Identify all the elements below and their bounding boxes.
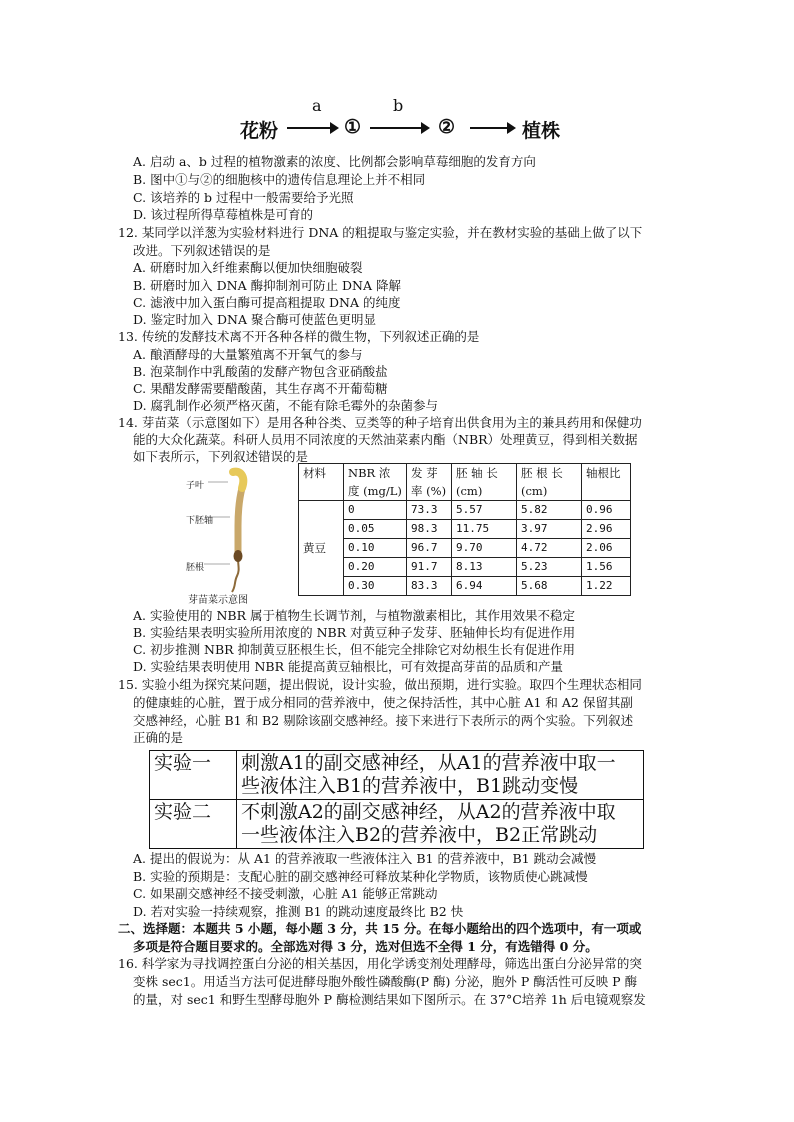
- q13-option-a: A. 酿酒酵母的大量繁殖离不开氧气的参与: [133, 347, 363, 362]
- pollen-flow-diagram: [240, 96, 600, 146]
- flow-node-plant: 植株: [522, 120, 561, 142]
- experiment-desc-line: 些液体注入B1的营养液中，B1跳动变慢: [241, 775, 579, 797]
- experiment-key: 实验一: [150, 751, 237, 800]
- flow-arrow-a: [287, 127, 337, 129]
- table-cell: 5.23: [517, 558, 582, 577]
- table-cell: 0.05: [344, 520, 407, 539]
- table-cell: 0.96: [582, 501, 631, 520]
- q15-stem-line-4: 正确的是: [133, 730, 184, 745]
- q14-stem-line-2: 能的大众化蔬菜。科研人员用不同浓度的天然油菜素内酯（NBR）处理黄豆，得到相关数据: [133, 432, 638, 447]
- q12-option-a: A. 研磨时加入纤维素酶以便加快细胞破裂: [133, 260, 363, 275]
- label-radicle: 胚根: [186, 563, 205, 573]
- q12-option-c: C. 滤液中加入蛋白酶可提高粗提取 DNA 的纯度: [133, 295, 401, 310]
- section2-heading-line-2: 多项是符合题目要求的。全部选对得 3 分，选对但选不全得 1 分，有选错得 0 分。: [133, 939, 598, 954]
- q14-stem-line-3: 如下表所示，下列叙述错误的是: [133, 449, 309, 464]
- experiment-table: [149, 750, 644, 849]
- table-cell: 5.82: [517, 501, 582, 520]
- experiment-desc-line: 不刺激A2的副交感神经，从A2的营养液中取: [241, 801, 616, 823]
- q12-stem-line-1: 12. 某同学以洋葱为实验材料进行 DNA 的粗提取与鉴定实验，并在教材实验的基础上做了以下: [118, 225, 643, 240]
- header-nbr: NBR 浓 度 (mg/L): [344, 464, 407, 501]
- flow-arrow-c: [470, 127, 514, 129]
- flow-node-2: ②: [438, 116, 456, 138]
- table-row: [299, 501, 631, 520]
- table-row: [299, 558, 631, 577]
- q11-option-b: B. 图中①与②的细胞核中的遗传信息理论上并不相同: [133, 172, 426, 187]
- table-cell: 3.97: [517, 520, 582, 539]
- table-cell: 91.7: [407, 558, 452, 577]
- q12-option-b: B. 研磨时加入 DNA 酶抑制剂可防止 DNA 降解: [133, 278, 401, 293]
- table-row: [299, 539, 631, 558]
- q14-stem-line-1: 14. 芽苗菜（示意图如下）是用各种谷类、豆类等的种子培育出供食用为主的兼具药用和保健功: [118, 415, 642, 430]
- table-cell: 0.20: [344, 558, 407, 577]
- table-header-row: [299, 464, 631, 501]
- q11-option-a: A. 启动 a、b 过程的植物激素的浓度、比例都会影响草莓细胞的发育方向: [133, 154, 536, 169]
- flow-node-pollen: 花粉: [240, 120, 279, 142]
- table-cell: 98.3: [407, 520, 452, 539]
- label-cotyledon: 子叶: [186, 481, 205, 491]
- table-cell: 1.22: [582, 577, 631, 596]
- table-cell: 6.94: [452, 577, 517, 596]
- q15-option-c: C. 如果副交感神经不接受刺激，心脏 A1 能够正常跳动: [133, 886, 438, 901]
- q11-option-d: D. 该过程所得草莓植株是可育的: [133, 207, 314, 222]
- flow-node-1: ①: [344, 116, 362, 138]
- experiment-desc: [237, 751, 644, 800]
- experiment-key: 实验二: [150, 800, 237, 849]
- table-cell: 11.75: [452, 520, 517, 539]
- table-cell: 9.70: [452, 539, 517, 558]
- table-cell: 8.13: [452, 558, 517, 577]
- q14-option-c: C. 初步推测 NBR 抑制黄豆胚根生长，但不能完全排除它对幼根生长有促进作用: [133, 642, 576, 657]
- q12-option-d: D. 鉴定时加入 DNA 聚合酶可使蓝色更明显: [133, 312, 376, 327]
- q13-stem: 13. 传统的发酵技术离不开各种各样的微生物，下列叙述正确的是: [118, 329, 480, 344]
- q15-stem-line-3: 交感神经，心脏 B1 和 B2 剔除该副交感神经。接下来进行下表所示的两个实验。下列叙述: [133, 713, 634, 728]
- q11-option-c: C. 该培养的 b 过程中一般需要给予光照: [133, 190, 354, 205]
- q15-option-b: B. 实验的预期是：支配心脏的副交感神经可释放某种化学物质，该物质使心跳减慢: [133, 869, 588, 884]
- experiment-row: [150, 751, 644, 800]
- q15-option-a: A. 提出的假说为：从 A1 的营养液取一些液体注入 B1 的营养液中，B1 跳动会减慢: [133, 851, 597, 866]
- table-cell: 2.96: [582, 520, 631, 539]
- header-germination: 发 芽率 (%): [407, 464, 452, 501]
- table-cell: 0: [344, 501, 407, 520]
- experiment-desc-line: 一些液体注入B2的营养液中，B2正常跳动: [241, 824, 598, 846]
- q16-stem-line-2: 变株 sec1。用适当方法可促进酵母胞外酸性磷酸酶(P 酶) 分泌，胞外 P 酶活性可反映 P 酶: [133, 974, 638, 989]
- experiment-row: [150, 800, 644, 849]
- flow-arrow-b: [370, 127, 428, 129]
- experiment-desc-line: 刺激A1的副交感神经，从A1的营养液中取一: [241, 752, 616, 774]
- q14-option-b: B. 实验结果表明实验所用浓度的 NBR 对黄豆种子发芽、胚轴伸长均有促进作用: [133, 625, 576, 640]
- q14-option-a: A. 实验使用的 NBR 属于植物生长调节剂，与植物激素相比，其作用效果不稳定: [133, 608, 575, 623]
- table-cell: 5.68: [517, 577, 582, 596]
- table-cell: 4.72: [517, 539, 582, 558]
- flow-label-b: b: [393, 96, 404, 115]
- header-hypocotyl: 胚 轴 长 (cm): [452, 464, 517, 501]
- header-material: 材料: [299, 464, 344, 501]
- section2-heading-line-1: 二、选择题：本题共 5 小题，每小题 3 分，共 15 分。在每小题给出的四个选项中，有一项或: [118, 921, 642, 936]
- q15-option-d: D. 若对实验一持续观察，推测 B1 的跳动速度最终比 B2 快: [133, 904, 464, 919]
- header-radicle: 胚 根 长 (cm): [517, 464, 582, 501]
- q15-stem-line-1: 15. 实验小组为探究某问题，提出假说，设计实验，做出预期，进行实验。取四个生理状态相同: [118, 677, 642, 692]
- q12-stem-line-2: 改进。下列叙述错误的是: [133, 243, 271, 258]
- flow-label-a: a: [312, 96, 322, 115]
- table-row: [299, 520, 631, 539]
- table-cell: 2.06: [582, 539, 631, 558]
- q16-stem-line-1: 16. 科学家为寻找调控蛋白分泌的相关基因，用化学诱变剂处理酵母，筛选出蛋白分泌异常的突: [118, 956, 642, 971]
- q14-option-d: D. 实验结果表明使用 NBR 能提高黄豆轴根比，可有效提高芽苗的品质和产量: [133, 659, 564, 674]
- q13-option-c: C. 果醋发酵需要醋酸菌，其生存离不开葡萄糖: [133, 381, 388, 396]
- table-cell: 73.3: [407, 501, 452, 520]
- table-cell: 0.10: [344, 539, 407, 558]
- label-hypocotyl: 下胚轴: [186, 516, 214, 526]
- table-cell: 0.30: [344, 577, 407, 596]
- table-cell: 96.7: [407, 539, 452, 558]
- table-cell: 83.3: [407, 577, 452, 596]
- experiment-desc: [237, 800, 644, 849]
- sprout-caption: 芽苗菜示意图: [188, 595, 248, 606]
- q15-stem-line-2: 的健康蛙的心脏，置于成分相同的营养液中，使之保持活性，其中心脏 A1 和 A2 保留其副: [133, 695, 633, 710]
- header-ratio: 轴根比: [582, 464, 631, 501]
- nbr-data-table: [298, 463, 631, 596]
- table-row: [299, 577, 631, 596]
- table-cell: 1.56: [582, 558, 631, 577]
- q16-stem-line-3: 的量，对 sec1 和野生型酵母胞外 P 酶检测结果如下图所示。在 37°C培养 1h 后电镜观察发: [133, 992, 646, 1007]
- table-cell: 5.57: [452, 501, 517, 520]
- material-cell: 黄豆: [299, 501, 344, 596]
- q13-option-b: B. 泡菜制作中乳酸菌的发酵产物包含亚硝酸盐: [133, 364, 388, 379]
- q13-option-d: D. 腐乳制作必须严格灭菌，不能有除毛霉外的杂菌参与: [133, 398, 439, 413]
